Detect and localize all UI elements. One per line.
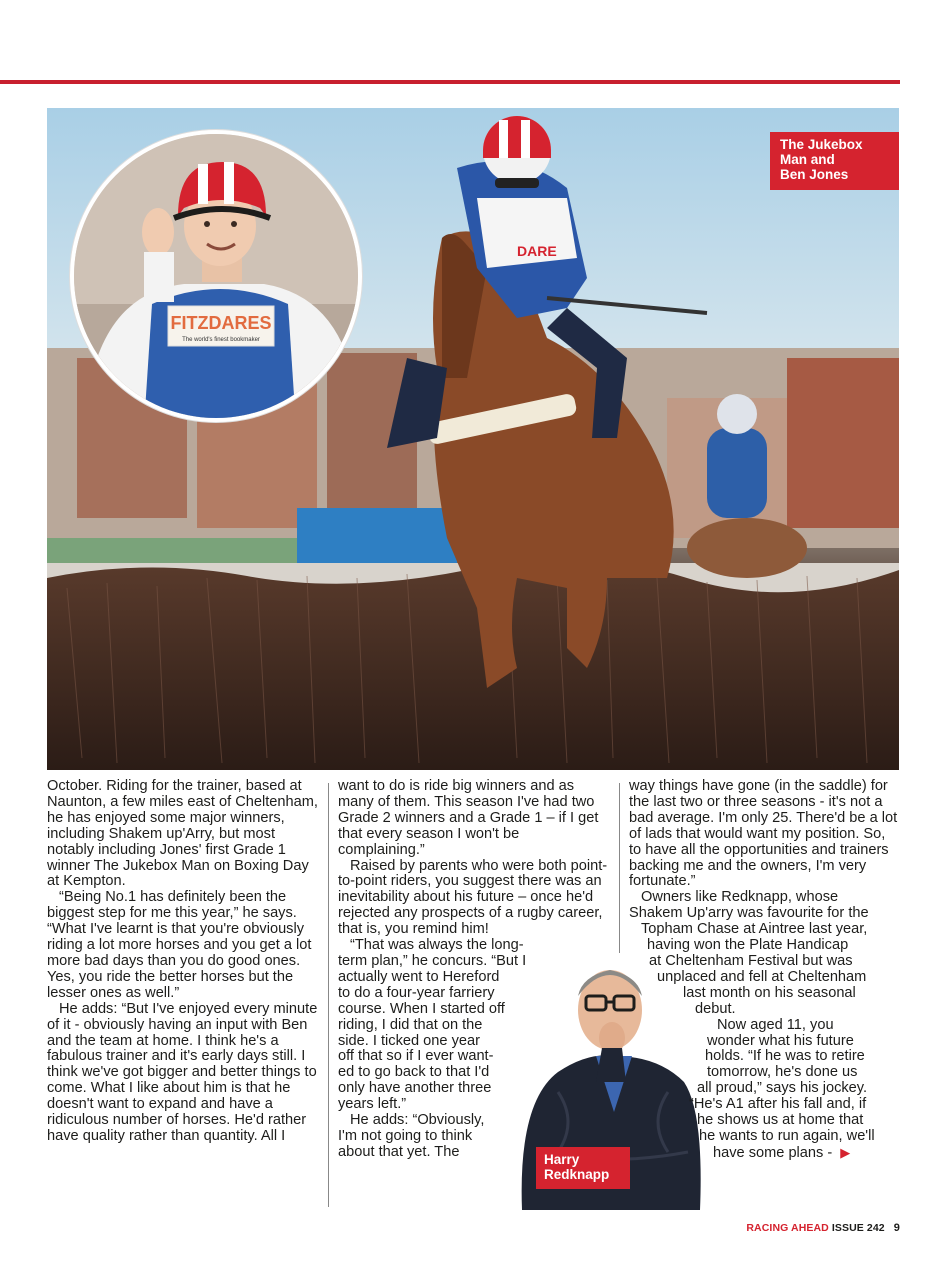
- article-column-3: [629, 779, 901, 1162]
- text-line: years left.”: [338, 1096, 407, 1113]
- text-line: [629, 1145, 901, 1162]
- article-paragraph: “Being No.1 has definitely been the biggest step for me this year,” he says. “What I've learnt is that you're obviously riding a lot more horses and you get a lot more bad days than you do good ones. Yes, you ride the better horses but the lesser ones as well.”: [47, 889, 312, 1001]
- article-paragraph: [629, 1018, 901, 1162]
- text-line: he wants to run again, we'll: [699, 1127, 875, 1144]
- text-line: Now aged 11, you: [717, 1016, 834, 1033]
- text-line: only have another three: [338, 1080, 492, 1097]
- text-line: He adds: “Obviously,: [350, 1112, 485, 1129]
- jockey-portrait-inset: [70, 130, 362, 422]
- text-line-content: have some plans -: [713, 1144, 833, 1161]
- photo-caption-line: Ben Jones: [780, 167, 849, 182]
- column-divider: [619, 783, 620, 953]
- harry-caption: [536, 1147, 630, 1189]
- photo-caption: [770, 132, 899, 190]
- article-paragraph: [629, 890, 901, 1017]
- harry-caption-line: Redknapp: [544, 1167, 610, 1182]
- article-paragraph: way things have gone (in the saddle) for the last two or three seasons - it's not a bad average. I'm only 25. There'd be a lot of lads that would want my position. So, to have all the opportunities and trainers backing me and the owners, I'm very fortunate.”: [629, 778, 898, 890]
- text-line: unplaced and fell at Cheltenham: [657, 968, 867, 985]
- text-line: Topham Chase at Aintree last year,: [641, 921, 868, 938]
- article-column-1: [47, 779, 319, 1145]
- text-line: he shows us at home that: [697, 1112, 864, 1129]
- text-line: about that yet. The: [338, 1143, 460, 1160]
- text-line: Shakem Up'arry was favourite for the: [629, 905, 869, 922]
- article-paragraph: He adds: “But I've enjoyed every minute of it - obviously having an input with Ben and the team at home. I think he's a fabulous trainer and it's early days still. I think we've got bigger and better things to come. What I like about him is that he doesn't want to expand and have a ridiculous number of horses. He'd rather have quality rather than quantity. All I: [47, 1000, 318, 1144]
- magazine-brand: RACING AHEAD: [746, 1222, 829, 1234]
- page-footer: [746, 1222, 900, 1234]
- text-line: wonder what his future: [707, 1032, 854, 1049]
- jockey-portrait-illustration: [74, 134, 362, 422]
- issue-number: ISSUE 242: [831, 1222, 885, 1234]
- page-number: 9: [893, 1222, 900, 1234]
- text-line: ed to go back to that I'd: [338, 1064, 490, 1081]
- text-line: “That was always the long-: [350, 937, 524, 954]
- text-line: course. When I started off: [338, 1000, 505, 1017]
- text-line: Owners like Redknapp, whose: [641, 889, 839, 906]
- text-line: last month on his seasonal: [683, 984, 856, 1001]
- text-line: I'm not going to think: [338, 1127, 473, 1144]
- article-paragraph: Raised by parents who were both point-to-point riders, you suggest there was an inevitability about his future – once he'd rejected any prospects of a rugby career, that is, you remind him!: [338, 857, 608, 938]
- text-line: side. I ticked one year: [338, 1032, 480, 1049]
- article-paragraph: want to do is ride big winners and as many of them. This season I've had two Grade 2 winners and a Grade 1 – if I get that every season I won't be complaining.”: [338, 778, 599, 858]
- text-line: tomorrow, he's done us: [707, 1064, 858, 1081]
- article-paragraph: October. Riding for the trainer, based at Naunton, a few miles east of Cheltenham, he has enjoyed some major winners, including Shakem up'Arry, but most notably including Jones' first Grade 1 winner The Jukebox Man on Boxing Day at Kempton.: [47, 778, 318, 890]
- text-line: having won the Plate Handicap: [647, 937, 849, 954]
- text-line: off that so if I ever want-: [338, 1048, 494, 1065]
- svg-text:DARE: DARE: [517, 243, 557, 259]
- text-line: actually went to Hereford: [338, 968, 500, 985]
- continue-arrow-icon: ▶: [840, 1144, 851, 1160]
- text-line: debut.: [695, 1000, 736, 1017]
- text-line: “He's A1 after his fall and, if: [689, 1096, 867, 1113]
- text-line: at Cheltenham Festival but was: [649, 952, 853, 969]
- text-line: riding, I did that on the: [338, 1016, 483, 1033]
- text-line: all proud,” says his jockey.: [697, 1080, 868, 1097]
- column-divider: [328, 783, 329, 1207]
- photo-caption-line: Man and: [780, 152, 835, 167]
- text-line: to do a four-year farriery: [338, 984, 495, 1001]
- photo-caption-line: The Jukebox: [780, 137, 863, 152]
- harry-caption-line: Harry: [544, 1152, 580, 1167]
- top-red-rule: [0, 80, 900, 84]
- text-line: holds. “If he was to retire: [705, 1048, 865, 1065]
- text-line: term plan,” he concurs. “But I: [338, 952, 527, 969]
- bib-brand-subtext: The world's finest bookmaker: [182, 337, 260, 343]
- bib-brand-text: FITZDARES: [170, 313, 272, 333]
